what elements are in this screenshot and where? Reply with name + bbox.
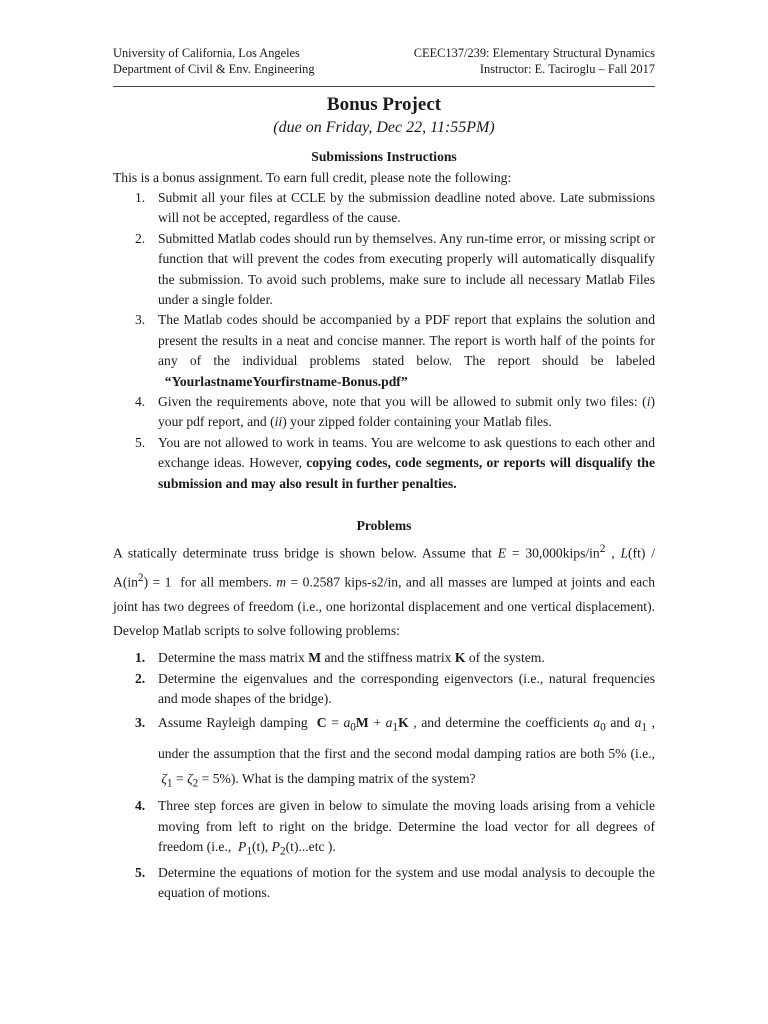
university-name: University of California, Los Angeles <box>113 46 300 60</box>
list-item-text: You are not allowed to work in teams. You are welcome to ask questions to each other and exchange ideas. However, copying codes, code segments, or reports will disqualify the submission and may also result in further penalties. <box>158 434 655 491</box>
problem-item <box>113 863 655 904</box>
list-item <box>113 229 655 311</box>
submission-instructions-list <box>113 188 655 494</box>
list-number: 1. <box>135 190 146 205</box>
list-number: 5. <box>135 434 146 450</box>
problem-item <box>113 710 655 796</box>
problem-item <box>113 669 655 710</box>
list-item-text: Given the requirements above, note that you will be allowed to submit only two files: (i) your pdf report, and (ii) your zipped folder containing your Matlab files. <box>158 394 655 430</box>
submissions-intro: This is a bonus assignment. To earn full credit, please note the following: <box>113 170 512 185</box>
problem-text: Three step forces are given in below to simulate the moving loads arising from a vehicle moving from left to right on the bridge. Determine the load vector for all degrees of freedom (i.e., $P_1(t)$, $P_2(t)...etc$ ). <box>158 798 655 859</box>
list-item-text: Submit all your files at CCLE by the submission deadline noted above. Late submissions will not be accepted, regardless of the cause. <box>158 190 655 226</box>
list-item <box>113 392 655 433</box>
instructor-line: Instructor: E. Taciroglu – Fall 2017 <box>479 62 655 76</box>
list-item <box>113 310 655 392</box>
problem-item <box>113 796 655 863</box>
due-date: (due on Friday, Dec 22, 11:55PM) <box>273 119 495 136</box>
header-left <box>113 45 315 77</box>
list-number: 2. <box>135 230 146 246</box>
list-number: 4. <box>135 394 146 410</box>
problems-heading: Problems <box>356 518 412 533</box>
page-title: Bonus Project <box>326 94 442 115</box>
list-item <box>113 188 655 229</box>
list-item <box>113 433 655 494</box>
problem-number: 2. <box>135 670 146 686</box>
problems-list <box>113 648 655 904</box>
submissions-heading: Submissions Instructions <box>311 149 457 164</box>
problem-text: Determine the eigenvalues and the corresponding eigenvectors (i.e., natural frequencies and mode shapes of the bridge). <box>158 670 655 707</box>
department-name: Department of Civil & Env. Engineering <box>113 62 315 76</box>
list-item-text: The Matlab codes should be accompanied by a PDF report that explains the solution and present the results in a neat and concise manner. The report is worth half of the points for any of the individual problems stated below. The report should be labeled “YourlastnameYourfirstname-Bonus.pdf” <box>158 312 655 389</box>
problem-item <box>113 648 655 669</box>
problem-number: 4. <box>135 798 146 814</box>
problems-intro: A statically determinate truss bridge is shown below. Assume that $E = 30,000kips/in^2$ , $L(ft) / A(in^2) = 1$ for all members. m = 0.2587 kips-s2/in, and all masses are lumped at joints and each joint has two degrees of freedom (i.e., one horizontal displacement and one vertical displacement). Develop Matlab scripts to solve following problems: <box>113 543 656 639</box>
problem-text: Determine the mass matrix M and the stiffness matrix K of the system. <box>158 650 545 665</box>
header-right <box>414 45 655 77</box>
problem-text: Determine the equations of motion for the system and use modal analysis to decouple the equation of motions. <box>158 864 655 901</box>
list-number: 3. <box>135 312 146 328</box>
problem-number: 1. <box>135 650 146 665</box>
header-divider <box>113 86 655 87</box>
problem-text: Assume Rayleigh damping $C = a_0M + a_1K$ , and determine the coefficients $a_0$ and $a_1$ , under the assumption that the first and the second modal damping ratios are both 5% (i.e., $\zeta_1 = \zeta_2 = 5\%$). What is the damping matrix of the system? <box>158 714 656 790</box>
problem-number: 3. <box>135 714 146 730</box>
problem-number: 5. <box>135 864 146 880</box>
course-name: CEEC137/239: Elementary Structural Dynamics <box>413 46 655 60</box>
list-item-text: Submitted Matlab codes should run by themselves. Any run-time error, or missing script or function that will prevent the codes from executing properly will automatically disqualify the submission. To avoid such problems, make sure to include all necessary Matlab Files under a single folder. <box>158 230 655 308</box>
